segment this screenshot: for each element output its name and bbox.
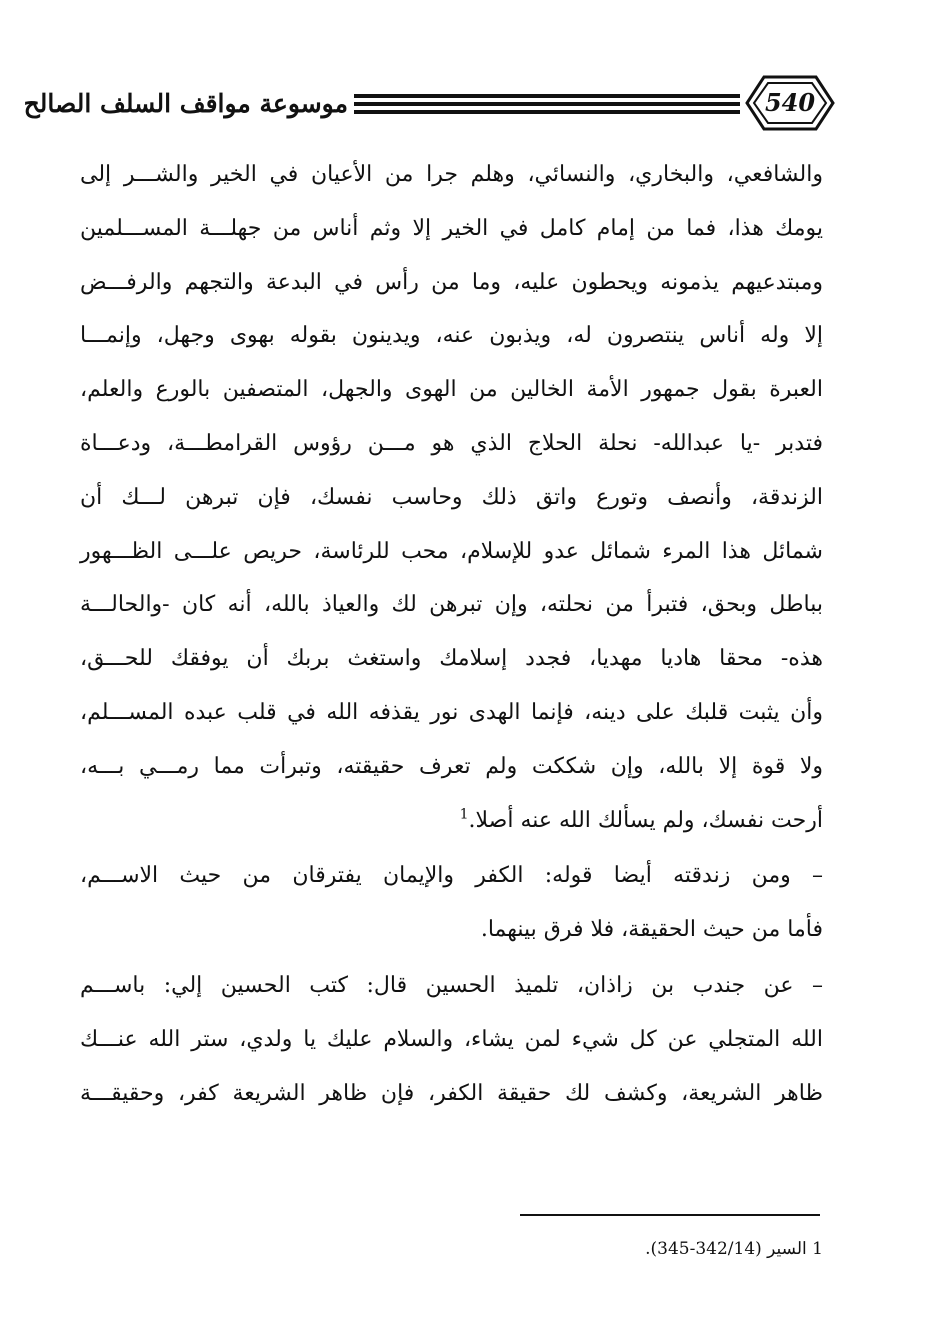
text-line: العبرة بقول جمهور الأمة الخالين من الهوى والجهل، المتصفين بالورع والعلم،: [80, 377, 823, 403]
text-line: – عن جندب بن زاذان، تلميذ الحسين قال: كتب الحسين إلي: باســـم: [80, 972, 823, 998]
page-number: 540: [764, 88, 816, 117]
text-line: – ومن زندقته أيضا قوله: الكفر والإيمان يفترقان من حيث الاســـم،: [80, 863, 823, 889]
text-line: أرحت نفسك، ولم يسألك الله عنه أصلا.: [468, 807, 823, 833]
text-line: هذه- محقا هاديا مهديا، فجدد إسلامك واستغث بربك أن يوفقك للحـــق،: [80, 646, 823, 672]
text-line: الزندقة، وأنصف وتورع واتق ذلك وحاسب نفسك، فإن تبرهن لـــك أن: [80, 484, 823, 510]
text-line: فتدبر -يا عبدالله- نحلة الحلاج الذي هو مـــن رؤوس القرامطـــة، ودعـــاة: [80, 430, 823, 456]
footnote-text: السير (342/14-345).: [645, 1239, 807, 1259]
text-line-with-footnote: [80, 794, 823, 848]
text-line: إلا وله أناس ينتصرون له، ويذبون عنه، ويدينون بقوله بهوى وجهل، وإنمـــا: [80, 323, 823, 349]
text-line: يومك هذا، فما من إمام كامل في الخير إلا وثم أناس من جهلـــة المســـلمين: [80, 215, 823, 241]
footnote-separator: [520, 1214, 820, 1216]
page-header: [23, 72, 838, 134]
text-line: وأن يثبت قلبك على دينه، فإنما الهدى نور يقذفه الله في قلب عبده المســـلم،: [80, 699, 823, 725]
text-line: ولا قوة إلا بالله، وإن شككت ولم تعرف حقيقته، وتبرأت مما رمـــي بـــه،: [80, 753, 823, 779]
main-text: [80, 148, 823, 1120]
footnote-number: 1: [812, 1239, 823, 1259]
footnote: [500, 1234, 823, 1264]
header-decorative-rule: [354, 93, 740, 115]
text-line: ظاهر الشريعة، وكشف لك حقيقة الكفر، فإن ظاهر الشريعة كفر، وحقيقـــة: [80, 1080, 823, 1106]
book-title: موسوعة مواقف السلف الصالح: [23, 89, 348, 118]
text-line: بباطل وبحق، فتبرأ من نحلته، وإن تبرهن لك والعياذ بالله، أنه كان -والحالـــة: [80, 592, 823, 618]
text-line: والشافعي، والبخاري، والنسائي، وهلم جرا من الأعيان في الخير والشـــر إلى: [80, 162, 823, 187]
text-line: شمائل هذا المرء شمائل عدو للإسلام، محب للرئاسة، حريص علـــى الظـــهور: [80, 538, 823, 564]
text-line: فأما من حيث الحقيقة، فلا فرق بينهما.: [480, 917, 823, 943]
text-line: ومبتدعيهم يذمونه ويحطون عليه، وما من رأس في البدعة والتجهم والرفـــض: [80, 269, 823, 295]
footnote-reference[interactable]: 1: [459, 806, 469, 823]
text-line: الله المتجلي عن كل شيء لمن يشاء، والسلام عليك يا ولدي، ستر الله عنـــك: [80, 1026, 823, 1052]
